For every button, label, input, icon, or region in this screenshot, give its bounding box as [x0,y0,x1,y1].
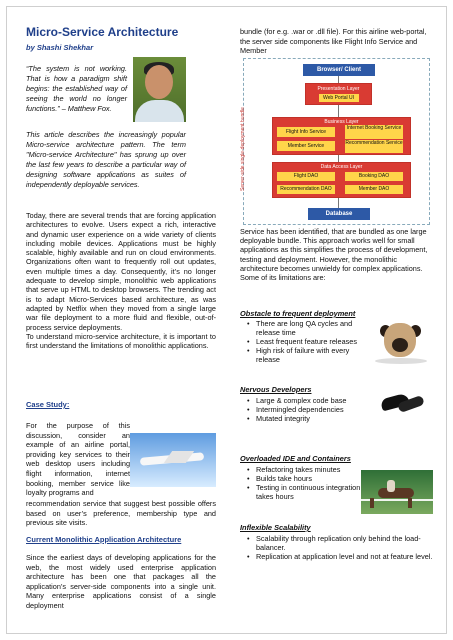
author-face [145,65,173,99]
member-service-box: Member Service [277,141,335,151]
intro-paragraph: This article describes the increasingly popular Micro-service architecture pattern. The term "Micro-service Architecture" has sprung up over the last few years to describe a particular way of designing software applications as suites of independently deployable services. [26,130,186,189]
member-dao-box: Member DAO [345,185,403,194]
pug-shadow [375,358,427,364]
section-item: • Testing in continuous integration takes hours [246,483,374,501]
horse-body [378,488,414,498]
section-item: • There are long QA cycles and release time [246,319,374,337]
horse-image [361,470,433,514]
section-heading-4: Inflexible Scalability [240,523,311,532]
horse-leg-back [408,498,412,508]
browser-box: Browser/ Client [303,64,375,76]
monolithic-paragraph: Since the earliest days of developing applications for the web, the most widely used enterprise application architecture has been one that packages all the application’s server-side components into a single unit. Many enterprise applications consist of a single deployment [26,553,216,610]
section-item: • Mutated integrity [246,414,374,423]
section-list-3 [246,465,374,501]
architecture-diagram [240,58,430,225]
intro-quote: “The system is not working. That is how a paradigm shift begins: the established way of seeing the world no longer functions.” – Matthew Fox. [26,64,127,113]
section-item: • High risk of failure with every release [246,346,374,364]
data-access-layer [272,162,411,198]
flight-dao-box: Flight DAO [277,172,335,181]
pug-muzzle [392,338,408,352]
case-study-paragraph-b: recommendation service that suggest best possible offers based on user’s preference, membership type and previous site visits. [26,499,216,528]
arrow-browser-presentation [338,76,339,83]
horse-leg-front [370,498,374,508]
airplane-image [130,433,216,487]
section-item: • Large & complex code base [246,396,374,405]
diagram-side-label: Server-side single-deployment bundle [240,107,246,191]
shoe-image [376,390,436,430]
author-shirt [135,100,184,122]
arrow-presentation-business [338,105,339,117]
recommendation-service-box: Recommendation Service [345,140,403,153]
article-byline: by Shashi Shekhar [26,43,94,52]
article-title: Micro-Service Architecture [26,25,179,39]
flight-info-service-box: Flight Info Service [277,127,335,137]
presentation-layer-label: Presentation Layer [317,86,360,92]
monolithic-heading: Current Monolithic Application Architecture [26,535,182,544]
section-item: • Builds take hours [246,474,374,483]
case-study-paragraph-a: For the purpose of this discussion, consider an example of an airline portal, providing key services to their web desktop users including flight information, internet booking, member service like loyalty programs and [26,421,130,498]
jockey [387,480,395,492]
booking-dao-box: Booking DAO [345,172,403,181]
internet-booking-service-box: Internet Booking Service [345,125,403,139]
arrow-data-database [338,198,339,208]
database-box: Database [308,208,370,220]
web-portal-box: Web Portal UI [319,94,359,102]
section-heading-2: Nervous Developers [240,385,312,394]
section-list-4 [246,534,439,561]
section-list-2 [246,396,374,423]
section-item: • Least frequent feature releases [246,337,374,346]
presentation-layer [305,83,372,105]
right-top-paragraph: bundle (for e.g. .war or .dll file). For this airline web-portal, the server side components like Flight Info Service and Member [240,27,427,56]
section-item: • Scalability through replication only behind the load-balancer. [246,534,439,552]
case-study-heading: Case Study: [26,400,70,409]
section-heading-1: Obstacle to frequent deployment [240,309,356,318]
business-layer [272,117,411,155]
data-access-layer-label: Data Access Layer [320,164,363,170]
arrow-business-data [338,155,339,162]
section-list-1 [246,319,374,364]
body-paragraph: Today, there are several trends that are forcing application architectures to evolve. Users expect a rich, interactive and dynamic user experience on a wide variety of clients including mobile devices. Applications must be highly scalable, highly available and run on cloud environments. Organizations often want to frequently roll out updates, even multiple times a day. Consequently, it’s no longer adequate to develop simple, monolithic web applications that serve up HTML to desktop browsers. The trending act is to adapt Micro-Services based architecture, as was adapted by Netflix when they moved from a single large war file deployment to a more fluid and flexible, out-of-process service deployments. To understand micro-service architecture, it is important to first understand the limitations of monolithic applications. [26,211,216,351]
section-item: • Refactoring takes minutes [246,465,374,474]
recommendation-dao-box: Recommendation DAO [277,185,335,194]
section-item: • Replication at application level and not at feature level. [246,552,439,561]
right-middle-paragraph: Service has been identified, that are bundled as one large deployable bundle. This approach works well for small applications as this simplifies the process of development, testing and deployment. However, the monolithic architecture becomes unwieldy for complex applications. Some of its limitations are: [240,227,428,283]
section-item: • Intermingled dependencies [246,405,374,414]
section-heading-3: Overloaded IDE and Containers [240,454,351,463]
pug-image [368,320,436,366]
author-photo [133,57,186,122]
business-layer-label: Business Layer [324,119,359,125]
